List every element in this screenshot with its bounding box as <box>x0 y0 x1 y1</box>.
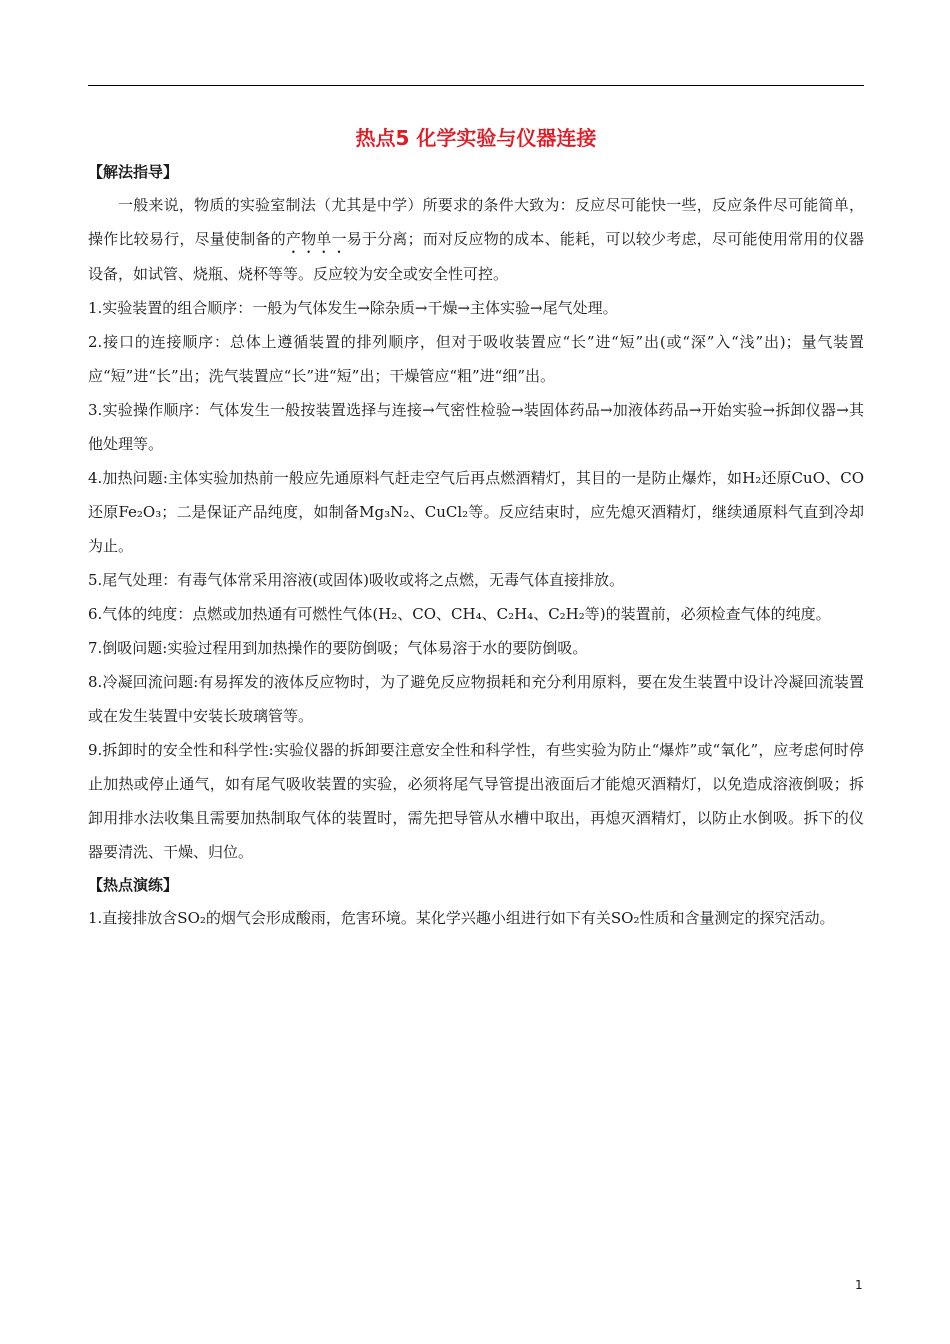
intro-text-1: 一般来说，物质的实验室制法（尤其是中学）所要求的条件大致为：反应尽可能快一些，反应条件尽可能简单，操作比较易行，尽量使制备的 <box>88 196 864 248</box>
list-item: 3.实验操作顺序：气体发生一般按装置选择与连接→气密性检验→装固体药品→加液体药品→开始实验→拆卸仪器→其他处理等。 <box>88 401 864 453</box>
list-item: 7.倒吸问题:实验过程用到加热操作的要防倒吸；气体易溶于水的要防倒吸。 <box>88 639 588 657</box>
page-number: 1 <box>855 1278 863 1292</box>
page-title: 热点5 化学实验与仪器连接 <box>355 126 597 150</box>
header-rule <box>88 85 864 86</box>
list-item: 9.拆卸时的安全性和科学性:实验仪器的拆卸要注意安全性和科学性，有些实验为防止“爆炸”或“氧化”，应考虑何时停止加热或停止通气，如有尾气吸收装置的实验，必须将尾气导管提出液面后才能熄灭酒精灯，以免造成溶液倒吸；拆卸用排水法收集且需要加热制取气体的装置时，需先把导管从水槽中取出，再熄灭酒精灯，以防止水倒吸。拆下的仪器要清洗、干燥、归位。 <box>88 741 864 861</box>
document-body <box>88 120 864 935</box>
intro-paragraph <box>88 188 864 291</box>
emphasized-text: 产物单一 <box>285 230 347 248</box>
list-item: 2.接口的连接顺序：总体上遵循装置的排列顺序，但对于吸收装置应“长”进“短”出(或“深”入“浅”出)；量气装置应“短”进“长”出；洗气装置应“长”进“短”出；干燥管应“粗”进“细”出。 <box>88 333 864 385</box>
list-item: 8.冷凝回流问题:有易挥发的液体反应物时，为了避免反应物损耗和充分利用原料，要在发生装置中设计冷凝回流装置或在发生装置中安装长玻璃管等。 <box>88 673 864 725</box>
list-item: 6.气体的纯度：点燃或加热通有可燃性气体(H₂、CO、CH₄、C₂H₄、C₂H₂等)的装置前，必须检查气体的纯度。 <box>88 605 831 623</box>
section-heading-practice: 【热点演练】 <box>88 876 179 894</box>
list-item: 1.实验装置的组合顺序：一般为气体发生→除杂质→干燥→主体实验→尾气处理。 <box>88 299 618 317</box>
section-heading-guide: 【解法指导】 <box>88 163 179 181</box>
practice-question: 1.直接排放含SO₂的烟气会形成酸雨，危害环境。某化学兴趣小组进行如下有关SO₂性质和含量测定的探究活动。 <box>88 909 835 927</box>
list-item: 4.加热问题:主体实验加热前一般应先通原料气赶走空气后再点燃酒精灯，其目的一是防止爆炸，如H₂还原CuO、CO还原Fe₂O₃；二是保证产品纯度，如制备Mg₃N₂、CuCl₂等。反应结束时，应先熄灭酒精灯，继续通原料气直到冷却为止。 <box>88 469 864 555</box>
list-item: 5.尾气处理：有毒气体常采用溶液(或固体)吸收或将之点燃，无毒气体直接排放。 <box>88 571 625 589</box>
intro-text-2: 易于分离；而对反应物的成本、能耗，可以较少考虑，尽可能使用常用的仪器设备，如试管、烧瓶、烧杯等等。反应较为安全或安全性可控。 <box>88 230 864 283</box>
